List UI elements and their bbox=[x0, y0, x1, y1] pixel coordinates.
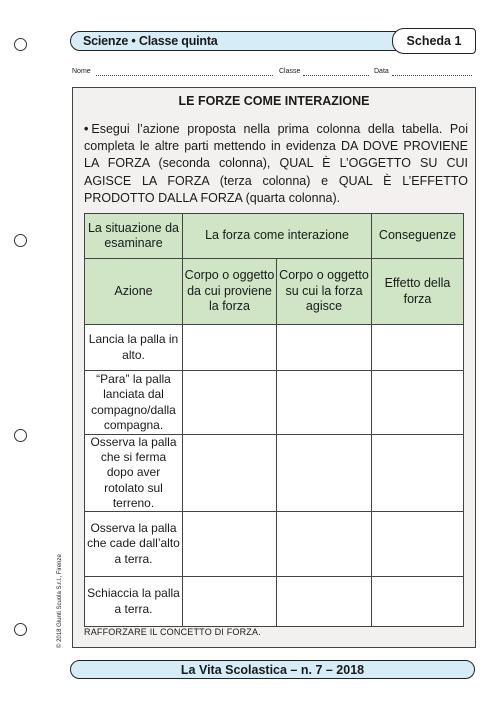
table-row bbox=[85, 325, 464, 371]
answer-cell[interactable] bbox=[372, 435, 464, 512]
binder-hole-2 bbox=[14, 234, 27, 247]
answer-cell[interactable] bbox=[277, 325, 372, 371]
table-row bbox=[85, 435, 464, 512]
header-bar bbox=[70, 31, 475, 51]
class-field[interactable] bbox=[303, 75, 369, 76]
student-fields bbox=[72, 68, 472, 80]
table-row bbox=[85, 371, 464, 435]
table-row bbox=[85, 577, 464, 627]
answer-cell[interactable] bbox=[183, 435, 277, 512]
binder-hole-1 bbox=[14, 38, 27, 51]
answer-cell[interactable] bbox=[277, 371, 372, 435]
answer-cell[interactable] bbox=[372, 512, 464, 577]
table-subheader-row bbox=[85, 259, 464, 325]
name-field[interactable] bbox=[96, 75, 273, 76]
answer-cell[interactable] bbox=[372, 325, 464, 371]
subheader-target: Corpo o oggetto su cui la forza agisce bbox=[277, 259, 372, 325]
name-label: Nome bbox=[72, 68, 91, 75]
instructions bbox=[84, 121, 468, 207]
answer-cell[interactable] bbox=[183, 325, 277, 371]
action-cell: Osserva la palla che si ferma dopo aver rotolato sul terreno. bbox=[85, 435, 183, 512]
binder-hole-4 bbox=[14, 623, 27, 636]
worksheet-title: LE FORZE COME INTERAZIONE bbox=[178, 94, 370, 108]
action-cell: Schiaccia la palla a terra. bbox=[85, 577, 183, 627]
subheader-source: Corpo o oggetto da cui proviene la forza bbox=[183, 259, 277, 325]
subject-title: Scienze • Classe quinta bbox=[83, 34, 218, 48]
footer-text: La Vita Scolastica – n. 7 – 2018 bbox=[180, 663, 365, 677]
forces-table bbox=[84, 213, 464, 627]
header-interaction: La forza come interazione bbox=[183, 214, 372, 259]
instructions-text: Esegui l’azione proposta nella prima colonna della tabella. Poi completa le altre parti mettendo in evidenza DA DOVE PROVIENE LA FORZA (seconda colonna), QUAL È L’OGGETTO SU CUI AGISCE LA FORZA (terza colonna) e QUAL È L’EFFETTO PRODOTTO DALLA FORZA (quarta colonna). bbox=[84, 122, 468, 205]
footnote: RAFFORZARE IL CONCETTO DI FORZA. bbox=[84, 627, 261, 637]
answer-cell[interactable] bbox=[372, 577, 464, 627]
date-field[interactable] bbox=[392, 75, 472, 76]
action-cell: Lancia la palla in alto. bbox=[85, 325, 183, 371]
worksheet-panel bbox=[72, 87, 476, 648]
action-cell: “Para” la palla lanciata dal compagno/dalla compagna. bbox=[85, 371, 183, 435]
bullet-mark: • bbox=[84, 122, 89, 136]
sheet-tab bbox=[392, 28, 476, 54]
answer-cell[interactable] bbox=[183, 512, 277, 577]
class-label: Classe bbox=[279, 68, 301, 75]
table-header-row bbox=[85, 214, 464, 259]
table-row bbox=[85, 512, 464, 577]
binder-hole-3 bbox=[14, 429, 27, 442]
footer-bar bbox=[70, 660, 475, 679]
subheader-effect: Effetto della forza bbox=[372, 259, 464, 325]
answer-cell[interactable] bbox=[277, 435, 372, 512]
answer-cell[interactable] bbox=[277, 577, 372, 627]
header-consequences: Conseguenze bbox=[372, 214, 464, 259]
answer-cell[interactable] bbox=[183, 371, 277, 435]
answer-cell[interactable] bbox=[372, 371, 464, 435]
answer-cell[interactable] bbox=[183, 577, 277, 627]
copyright-note: © 2018 Giunti Scuola S.r.l., Firenze bbox=[57, 554, 63, 648]
header-situation: La situazione da esaminare bbox=[85, 214, 183, 259]
answer-cell[interactable] bbox=[277, 512, 372, 577]
date-label: Data bbox=[374, 68, 389, 75]
subheader-action: Azione bbox=[85, 259, 183, 325]
action-cell: Osserva la palla che cade dall’alto a terra. bbox=[85, 512, 183, 577]
sheet-label: Scheda 1 bbox=[406, 34, 462, 48]
